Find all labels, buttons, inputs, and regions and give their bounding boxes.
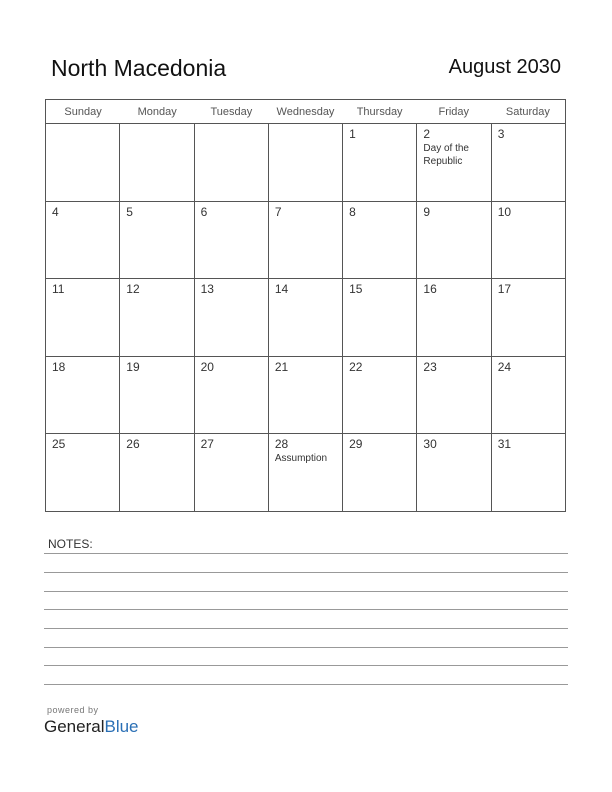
day-number: 14	[274, 282, 289, 297]
day-number: 2	[423, 127, 431, 141]
weekday-header-row	[46, 100, 565, 124]
day-number: 3	[497, 127, 505, 141]
day-number: 1	[349, 127, 356, 141]
day-number: 22	[349, 359, 363, 374]
note-line	[44, 628, 568, 629]
day-cell	[269, 124, 343, 201]
day-number: 17	[497, 282, 512, 297]
day-number: 8	[349, 204, 356, 219]
day-cell	[492, 357, 565, 434]
day-cell	[417, 279, 491, 356]
brand-blue: Blue	[104, 717, 139, 736]
day-cell	[343, 124, 417, 201]
week-row	[46, 434, 565, 512]
day-cell	[492, 202, 565, 279]
weekday-header: Wednesday	[276, 106, 335, 118]
country-title: North Macedonia	[51, 55, 227, 81]
day-cell	[417, 357, 491, 434]
week-row	[46, 357, 565, 435]
day-number: 6	[200, 204, 208, 219]
day-cell	[120, 434, 194, 512]
day-number: 25	[52, 437, 66, 452]
day-number: 26	[126, 437, 140, 452]
day-cell	[269, 357, 343, 434]
week-row	[46, 279, 565, 357]
day-number: 31	[497, 437, 512, 452]
day-number: 20	[200, 359, 214, 374]
day-cell	[492, 279, 565, 356]
brand-logo	[44, 717, 139, 737]
week-row	[46, 124, 565, 202]
day-number: 29	[349, 437, 363, 452]
day-cell	[120, 279, 194, 356]
day-cell	[120, 202, 194, 279]
day-number: 21	[274, 359, 289, 374]
day-cell	[269, 202, 343, 279]
day-cell	[195, 202, 269, 279]
powered-by-text: powered by	[47, 705, 99, 715]
day-number: 18	[52, 359, 66, 374]
day-cell	[46, 434, 120, 512]
holiday-label: Assumption	[274, 453, 328, 465]
note-line	[44, 591, 568, 592]
day-cell	[46, 202, 120, 279]
day-cell	[46, 279, 120, 356]
day-number: 5	[126, 204, 133, 219]
day-cell	[195, 434, 269, 512]
weekday-header: Monday	[137, 106, 177, 118]
brand-general: General	[44, 717, 105, 736]
note-line	[44, 684, 568, 685]
holiday-label: Day of the Republic	[423, 143, 469, 167]
calendar-grid	[45, 99, 566, 512]
day-number: 10	[497, 204, 512, 219]
day-cell	[343, 434, 417, 512]
day-cell	[492, 124, 565, 201]
weekday-header: Sunday	[64, 106, 102, 118]
note-line	[44, 665, 568, 666]
day-cell	[120, 357, 194, 434]
day-cell	[343, 279, 417, 356]
weekday-header: Tuesday	[210, 106, 253, 118]
day-cell	[343, 357, 417, 434]
note-line	[44, 572, 568, 573]
day-number: 27	[200, 437, 214, 452]
day-cell	[46, 124, 120, 201]
day-cell	[120, 124, 194, 201]
note-line	[44, 553, 568, 554]
day-number: 9	[423, 204, 431, 219]
day-cell	[195, 279, 269, 356]
day-cell	[195, 124, 269, 201]
day-number: 19	[126, 359, 140, 374]
day-cell	[269, 434, 343, 512]
day-number: 15	[349, 282, 363, 297]
day-cell	[195, 357, 269, 434]
day-cell	[343, 202, 417, 279]
day-number: 16	[423, 282, 437, 297]
day-cell	[269, 279, 343, 356]
day-number: 23	[423, 359, 437, 374]
day-number: 12	[126, 282, 140, 297]
note-line	[44, 609, 568, 610]
day-number: 28	[274, 437, 289, 452]
day-number: 13	[200, 282, 214, 297]
weekday-header: Friday	[438, 106, 470, 118]
day-cell	[417, 434, 491, 512]
day-cell	[417, 124, 491, 201]
day-number: 24	[497, 359, 512, 374]
weekday-header: Thursday	[356, 106, 403, 118]
note-line	[44, 647, 568, 648]
day-cell	[492, 434, 565, 512]
week-row	[46, 202, 565, 280]
weekday-header: Saturday	[505, 106, 550, 118]
month-year-title: August 2030	[448, 56, 561, 78]
day-cell	[417, 202, 491, 279]
day-number: 30	[423, 437, 437, 452]
day-number: 4	[52, 204, 59, 219]
day-number: 11	[52, 282, 65, 297]
notes-label: NOTES:	[48, 537, 93, 551]
day-number: 7	[274, 204, 282, 219]
day-cell	[46, 357, 120, 434]
